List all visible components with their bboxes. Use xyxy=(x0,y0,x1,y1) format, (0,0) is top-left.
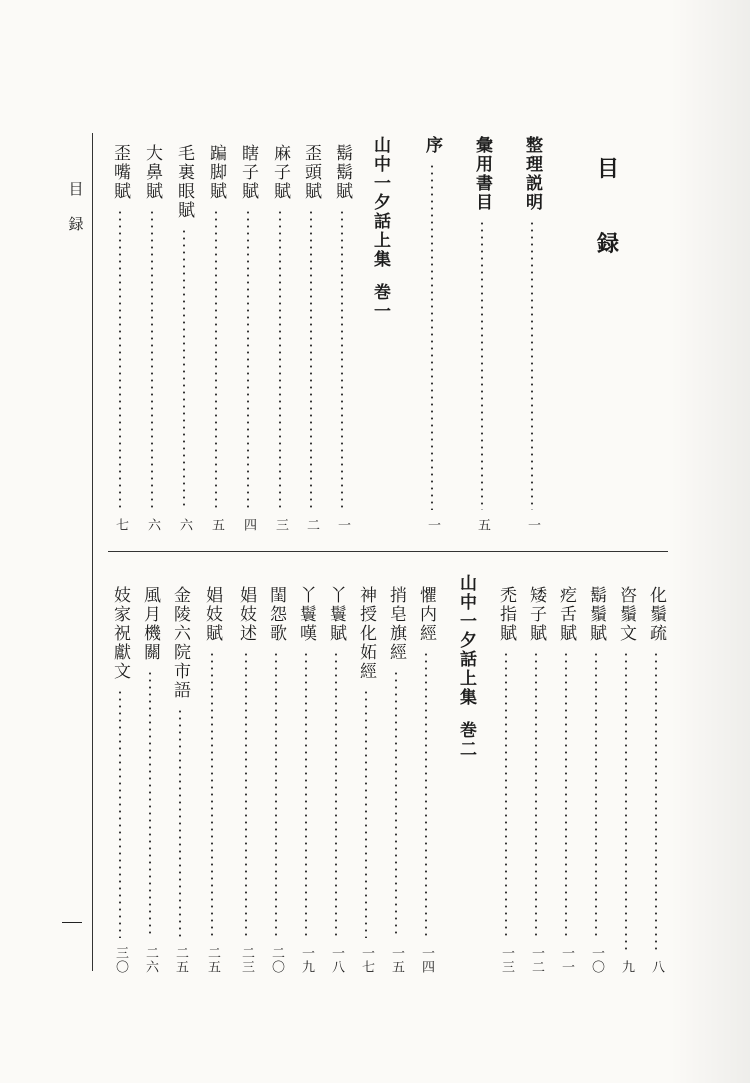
toc-entry[interactable]: 鬍鬍賦 一 xyxy=(332,144,352,532)
page-edge-shadow xyxy=(670,0,750,1083)
toc-entry[interactable]: 化鬚疏 八 xyxy=(646,586,666,974)
toc-entry[interactable]: 彙用書目 五 xyxy=(472,136,492,532)
toc-entry[interactable]: 疙舌賦 一一 xyxy=(556,586,576,974)
toc-entry[interactable]: 丫鬟賦 一八 xyxy=(326,586,346,974)
toc-entry[interactable]: 禿指賦 一三 xyxy=(496,586,516,974)
page-number-mark xyxy=(62,922,82,923)
toc-entry[interactable]: 金陵六院市語 二五 xyxy=(170,586,190,974)
toc-entry[interactable]: 鬍鬚賦 一〇 xyxy=(586,586,606,974)
dot-leader xyxy=(395,670,397,938)
toc-entry[interactable]: 神授化妬經 一七 xyxy=(356,586,376,974)
toc-entry[interactable]: 麻子賦 三 xyxy=(270,144,290,532)
toc-entry[interactable]: 風月機關 二六 xyxy=(140,586,160,974)
dot-leader xyxy=(565,651,567,938)
dot-leader xyxy=(211,651,213,938)
toc-entry[interactable]: 丫鬟嘆 一九 xyxy=(296,586,316,974)
toc-entry[interactable]: 矮子賦 一二 xyxy=(526,586,546,974)
toc-entry[interactable]: 毛裏眼賦 六 xyxy=(174,144,194,532)
toc-entry[interactable]: 蹁脚賦 五 xyxy=(206,144,226,532)
dot-leader xyxy=(535,651,537,938)
dot-leader xyxy=(655,651,657,952)
dot-leader xyxy=(119,689,121,938)
dot-leader xyxy=(625,651,627,952)
toc-entry[interactable]: 歪嘴賦 七 xyxy=(110,144,130,532)
dot-leader xyxy=(305,651,307,938)
toc-entry[interactable]: 歪頭賦 二 xyxy=(301,144,321,532)
volume-heading: 山中一夕話上集巻二 xyxy=(456,574,476,759)
dot-leader xyxy=(247,209,249,510)
toc-entry[interactable]: 序 一 xyxy=(422,136,442,532)
toc-entry[interactable]: 娼妓述 二三 xyxy=(236,586,256,974)
toc-entry[interactable]: 妓家祝獻文 三〇 xyxy=(110,586,130,974)
dot-leader xyxy=(275,651,277,938)
toc-entry[interactable]: 娼妓賦 二五 xyxy=(202,586,222,974)
dot-leader xyxy=(365,689,367,938)
dot-leader xyxy=(179,708,181,938)
dot-leader xyxy=(151,209,153,510)
toc-entry[interactable]: 懼内經 一四 xyxy=(416,586,436,974)
dot-leader xyxy=(215,209,217,510)
dot-leader xyxy=(425,651,427,938)
dot-leader xyxy=(431,163,433,510)
dot-leader xyxy=(119,209,121,510)
dot-leader xyxy=(531,220,533,510)
dot-leader xyxy=(341,209,343,510)
toc-entry[interactable]: 閨怨歌 二〇 xyxy=(266,586,286,974)
running-head-char: 目 xyxy=(68,180,84,198)
dot-leader xyxy=(335,651,337,938)
running-head xyxy=(67,178,85,248)
margin-rule xyxy=(92,133,93,971)
dot-leader xyxy=(481,220,483,510)
volume-heading: 山中一夕話上集巻一 xyxy=(370,136,390,321)
dot-leader xyxy=(310,209,312,510)
title-char: 録 xyxy=(596,231,619,257)
toc-entry[interactable]: 瞎子賦 四 xyxy=(238,144,258,532)
toc-entry[interactable]: 捎皂旗經 一五 xyxy=(386,586,406,974)
toc-entry[interactable]: 整理説明 一 xyxy=(522,136,542,532)
dot-leader xyxy=(505,651,507,938)
dot-leader xyxy=(279,209,281,510)
toc-entry[interactable]: 咨鬚文 九 xyxy=(616,586,636,974)
toc-entry[interactable]: 大鼻賦 六 xyxy=(142,144,162,532)
page-title xyxy=(592,152,624,258)
dot-leader xyxy=(149,670,151,938)
dot-leader xyxy=(183,228,185,510)
dot-leader xyxy=(245,651,247,938)
running-head-char: 録 xyxy=(68,215,84,233)
section-divider xyxy=(108,551,668,552)
dot-leader xyxy=(595,651,597,938)
title-char: 目 xyxy=(596,156,619,182)
